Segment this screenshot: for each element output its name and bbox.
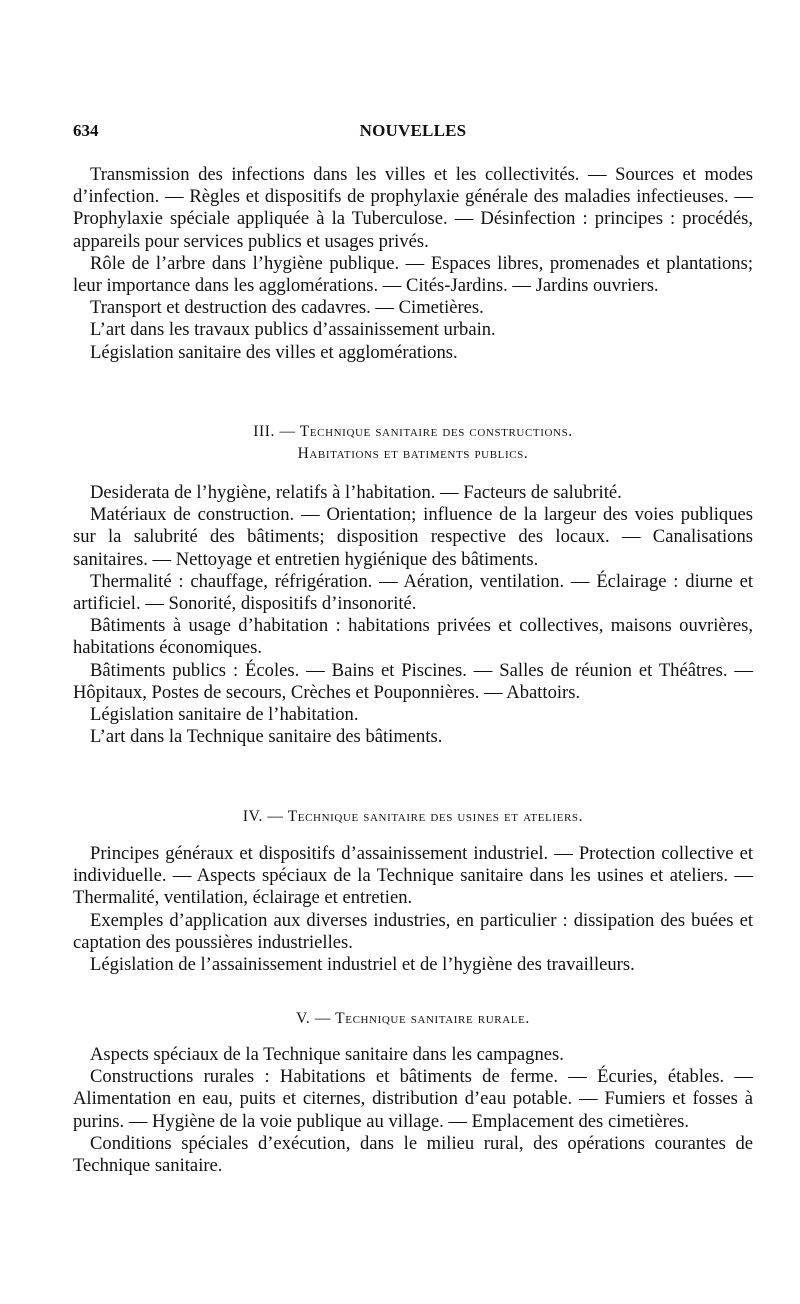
paragraph: Transmission des infections dans les villes et les collectivités. — Sources et modes d’infection. — Règles et dispositifs de prophylaxie générale des maladies infectieuses. — Prophylaxie spéciale appliquée à la Tuberculose. — Désinfection : principes : procédés, appareils pour services publics et usages privés. <box>73 164 753 252</box>
page-number: 634 <box>73 121 99 140</box>
paragraph: Transport et destruction des cadavres. — Cimetières. <box>90 297 484 319</box>
section-4-body <box>73 843 753 976</box>
paragraph: Principes généraux et dispositifs d’assainissement industriel. — Protection collective et individuelle. — Aspects spéciaux de la Technique sanitaire dans les usines et ateliers. — Thermalité, ventilation, éclairage et entretien. <box>73 843 753 909</box>
section-heading-line: Habitations et batiments publics. <box>297 445 529 462</box>
paragraph: Aspects spéciaux de la Technique sanitaire dans les campagnes. <box>90 1044 564 1065</box>
paragraph: Législation de l’assainissement industriel et de l’hygiène des travailleurs. <box>90 954 635 976</box>
section-5-body <box>73 1044 753 1177</box>
paragraph: Constructions rurales : Habitations et bâtiments de ferme. — Écuries, étables. — Alimentation en eau, puits et citernes, distribution d’eau potable. — Fumiers et fosses à purins. — Hygiène de la voie publique au village. — Emplacement des cimetières. <box>73 1066 753 1132</box>
paragraph: Rôle de l’arbre dans l’hygiène publique. — Espaces libres, promenades et plantations; leur importance dans les agglomérations. — Cités-Jardins. — Jardins ouvriers. <box>73 252 753 297</box>
paragraph: L’art dans la Technique sanitaire des bâtiments. <box>90 726 443 748</box>
paragraph: Exemples d’application aux diverses industries, en particulier : dissipation des buées et captation des poussières industrielles. <box>73 909 753 953</box>
section-heading-line: III. — Technique sanitaire des constructions. <box>253 423 573 440</box>
paragraph: Bâtiments à usage d’habitation : habitations privées et collectives, maisons ouvrières, habitations économiques. <box>73 615 753 659</box>
paragraph: Législation sanitaire de l’habitation. <box>90 704 359 726</box>
section-3-body <box>73 482 753 748</box>
paragraph: Thermalité : chauffage, réfrigération. — Aération, ventilation. — Éclairage : diurne et artificiel. — Sonorité, dispositifs d’insonorité. <box>73 570 753 615</box>
section-3-heading <box>73 421 753 465</box>
paragraph: Desiderata de l’hygiène, relatifs à l’habitation. — Facteurs de salubrité. <box>90 482 622 503</box>
section-4-heading <box>73 806 753 828</box>
paragraph: Conditions spéciales d’exécution, dans le milieu rural, des opérations courantes de Technique sanitaire. <box>73 1132 753 1177</box>
paragraph: L’art dans les travaux publics d’assainissement urbain. <box>90 319 496 341</box>
paragraph: Législation sanitaire des villes et agglomérations. <box>90 341 458 363</box>
section-5-heading <box>73 1008 753 1030</box>
running-title: NOUVELLES <box>359 121 467 140</box>
paragraph: Matériaux de construction. — Orientation; influence de la largeur des voies publiques sur la salubrité des bâtiments; disposition respective des locaux. — Canalisations sanitaires. — Nettoyage et entretien hygiénique des bâtiments. <box>73 504 753 570</box>
section-intro <box>73 164 753 364</box>
page-header <box>73 120 753 144</box>
section-heading-line: V. — Technique sanitaire rurale. <box>296 1010 530 1027</box>
paragraph: Bâtiments publics : Écoles. — Bains et Piscines. — Salles de réunion et Théâtres. — Hôpitaux, Postes de secours, Crèches et Pouponnières. — Abattoirs. <box>73 659 753 703</box>
section-heading-line: IV. — Technique sanitaire des usines et ateliers. <box>242 808 584 825</box>
